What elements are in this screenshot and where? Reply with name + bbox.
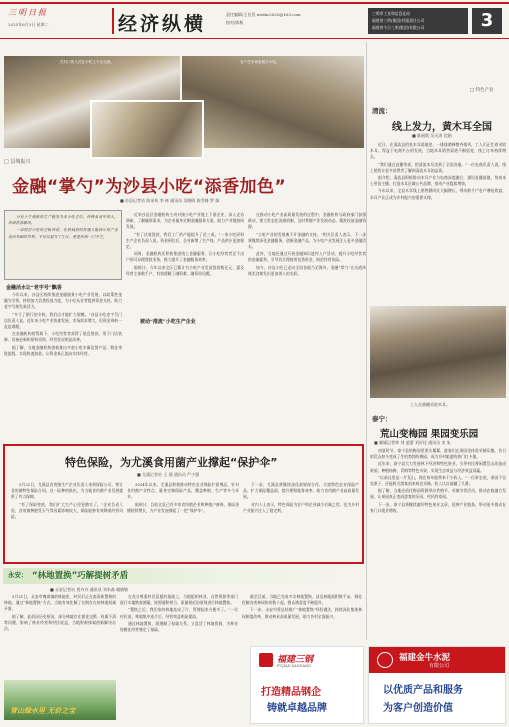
- financial-body-col1: 今年以来，沙县区持续推进金融服务小吃产业发展，以政策性金融为引领，持续加大信贷投放力度，为小吃从业者提供资金支持，助力老字号焕发新活力。 “多亏了银行的支持，我们店才能扩大规模。”沙县小吃老字号门店负责人说，近年来小吃产业快速发展，市场需求增大，但资金周转一直是难题。 在金融机构的帮助下，小吃经营者获得了低息贷款，用于门店装修、设备更新和原料采购，经营状况明显改善。 据了解，当地金融机构创新推出多款小吃专属信贷产品，简化审批流程，实现快速放款，让资金真正流向实体经营。: [4, 292, 122, 356]
- masthead-top-rule: [0, 2, 509, 4]
- jinniu-slogan1: 以优质产品和服务: [383, 685, 463, 696]
- byline-taining: ■ 融媒记者林 刘 凌蕾 刘沂佳 通讯员 宋 朱: [374, 440, 451, 445]
- ad-jinniu-panel: [368, 646, 506, 724]
- edition-info-line2: 福建省三明(集团)有限责任公司: [372, 18, 425, 23]
- jinniu-brand: 福建金牛水泥: [399, 653, 451, 663]
- financial-body-col3: 在推动小吃产业高质量发展的过程中，金融机构与政府部门加强联动，建立常态化沟通机制，及时掌握产业发展动态，精准投放金融资源。 “小吃产业的发展离不开金融的支持。”相关负责人表示，下一步将继续深化金融服务，创新金融产品，为小吃产业发展注入更多金融活水。 此外，当地还通过开展金融知识进村入户活动，提升小吃经营者的金融素养，引导其合理使用信贷资金，防范经营风险。 如今，沙县小吃已走向全国各地乃至海外，金融“掌勺”让这道传统美食焕发出更加诱人的光彩。: [248, 212, 366, 276]
- quote-box: [4, 210, 122, 280]
- masthead-bottom-rule: [0, 38, 509, 39]
- sangang-slogan2: 铸就卓越品牌: [267, 703, 327, 714]
- edition-info-line1: 三明市工业和信息化局: [372, 11, 410, 16]
- subheading-promotion: 被动“推流”小吃生产企业: [140, 319, 196, 325]
- jinniu-logo-icon: [377, 652, 393, 668]
- qingliu-body: 近日，在清流县的黑木耳基地里，一排排菌棒整齐排列，工人们正忙着采收木耳。得益于电商平台的发展，当地木耳销售渠道不断拓宽，线上订单持续增长。 “我们通过直播带货，把清流木耳卖到了全国各地。”一位电商负责人说，线上销售让更多消费者了解到清流木耳的品质。 据介绍，清流县积极推动木耳产业与电商深度融合，建设直播基地，培育本土带货主播，打造木耳区域公共品牌，推动产业提质增效。 今年以来，全县木耳线上销售额同比大幅增长，带动数千户农户增收致富，木耳产业正成为乡村振兴的重要支撑。: [370, 142, 506, 200]
- byline-qingliu: ■ 陈丽霞 吴无涛 沈娟: [412, 133, 452, 138]
- jinniu-brand-sub: 有限公司: [429, 663, 450, 669]
- yongan-body-col2: 在充分尊重村民意愿的基础上，当地组织林业、自然资源等部门进行实地勘查测量，按照面积相当、质量相近的原则进行林地置换。 “置换之后，我们家的林地连成了片，管理起来方便多了。”一位村民说，林地集中连片后，经营效益明显提高。 通过林地置换，既理顺了权属关系，又盘活了林地资源，为林业规模化经营奠定了基础。: [120, 594, 238, 633]
- page-number-box: [472, 8, 502, 34]
- masthead: [0, 0, 509, 42]
- region-yongan: 永安：: [8, 571, 28, 579]
- section-label-rural: □ 县城振兴: [4, 159, 31, 165]
- paper-name: 三明日报: [8, 8, 48, 17]
- jinniu-slogan2: 为客户创造价值: [383, 703, 453, 714]
- right-col-divider: [366, 42, 367, 640]
- editor-line1: 责任编辑/王长忧 wzdnr2025@163.com: [226, 12, 301, 17]
- photo-caption-mushroom: 工人在菌棚采收木耳。: [410, 402, 450, 407]
- region-taining: 泰宁：: [372, 415, 392, 423]
- section-title: 经济纵横: [118, 13, 207, 35]
- photo-inset: [90, 100, 204, 159]
- yongan-body-col3: 截至目前，当地已完成多宗林地置换，涉及林地面积数千亩，调处化解各类林权纠纷数十起，群众满意度不断提升。 下一步，永安市将总结推广“林地置换”经验做法，持续深化集体林权制度改革，推动林业高质量发展，助力乡村全面振兴。: [242, 594, 362, 619]
- yongan-body-col1: 5月21日，永安市槐南镇的林地里，村民们正在查看新置换的林地。通过“林地置换”方式，当地有效化解了长期存在的林地权属矛盾。 据了解，此前因历史原因，部分林地存在插花交错、权属不清等问题，影响了林业经营和村民收益，当地积极探索创新解决办法。: [4, 594, 116, 632]
- financial-body-col2: 近来沙县区金融机构主动对接小吃产业链上下游企业，深入走访调研，了解融资需求，为企业量身定制金融服务方案，助力产业链协同发展。 “有了这笔贷款，我们工厂的产能提升了近三成。”一家小吃原料生产企业负责人说，资金到位后，企业新增了生产线，产品供应更加稳定。 同时，金融机构还积极推进线上金融服务，让小吃经营者足不出户即可办理贷款业务，极大提升了金融服务效率。 据统计，今年以来全区已累计为小吃产业发放贷款数亿元，惠及经营主体数千户，有效缓解了融资难、融资贵问题。: [126, 212, 244, 276]
- region-qingliu: 清流：: [372, 107, 392, 115]
- feature-body-col1: 5月21日，尤溪县食用菌生产企业负责人来到保险公司，签订食用菌特色保险合同。这一险种的推出，为当地食用菌产业发展提供了有力保障。 “有了保险兜底，我们扩大生产心里更踏实了。”企业负责人说，食用菌种植受天气等因素影响较大，保险能够有效降低经营风险。: [11, 482, 123, 520]
- photo-caption-left: 在村口的人员在小吃上不会交流。: [60, 60, 114, 64]
- feature-body-col2: 2024年以来，尤溪县积极推动特色农业保险扩面增品，针对食用菌产业特点，量身定制保险产品，覆盖种植、生产等多个环节。 据统计，目前全县已有多家食用菌企业和种植户参保，保险金额持续增长，为产业发展撑起了一把“保护伞”。: [127, 482, 239, 513]
- feature-box: [3, 444, 364, 564]
- yongan-ad-slogan: 青山绿水里 无价之宝: [10, 706, 76, 715]
- sangang-brand: 福建三钢: [277, 655, 314, 665]
- edition-info-line3: 福建省今日三明(集团)有限公司: [372, 25, 425, 30]
- date-line: 2025年6月3日 星期二: [8, 22, 49, 27]
- headline-qingliu: 线上发力，黄木耳全国: [392, 122, 492, 133]
- sangang-brand-en: FUJIAN SANGANG: [277, 664, 311, 668]
- editor-line2: 校对/陈秋: [226, 20, 244, 25]
- byline-yongan: ■ 永安记者站 贾卉卉 通讯员 刘木森 谢晓敏: [50, 587, 129, 592]
- feature-byline: ■ 尤溪记者站 王 强 通讯员 严少强: [137, 472, 200, 477]
- feature-body-col3: 下一步，尤溪县将继续深化政银保合作，丰富特色农业保险产品，扩大保险覆盖面，提升理赔服务效率，助力食用菌产业高质量发展。 业内人士表示，特色保险为农户和企业减少后顾之忧，也为乡村产业振兴注入了稳定剂。: [243, 482, 359, 513]
- edition-info-box: [368, 8, 468, 34]
- headline-taining: 荒山变梅园 果园变乐园: [380, 429, 479, 440]
- headline-financial: 金融“掌勺”为沙县小吃“添香加色”: [12, 177, 287, 197]
- byline-financial: ■ 沙县记者站 陈承传 李 林 通讯员 吴晓明 陈雪峰 罗 娟: [120, 198, 220, 203]
- photo-mushroom: [370, 306, 506, 398]
- quote-box-text: 分业十年商旅的生产链条为本小吃老店，传统美食中的人，申请贷款解决。 一家经营小吃的老板讲述，在县城里的普通人能因小吃产业走向外面的世界，不仅仅是为了生计，更是传承一门手艺。: [8, 214, 118, 239]
- ad-sangang-panel: [250, 646, 364, 724]
- sangang-logo-icon: [259, 653, 273, 667]
- taining-body: 初夏时节，泰宁县的梅园里果实累累，游客们在果园里体验采摘乐趣。昔日的荒山如今变成了生机勃勃的梅园，成为乡村旅游的热门打卡地。 近年来，泰宁县大力发展林下经济和特色果业，引导村民将闲置荒山改造成果园，种植杨梅、青梅等特色水果，实现生态效益与经济效益双赢。 “以前这里是一片荒山，现在每年能带来不少收入。”一位果农说，果园不仅卖果子，还能吸引游客前来观光采摘，收入比以前翻了几番。 据了解，当地还依托梅园资源举办赏梅节、采摘节等活动，推动农旅融合发展，让果园真正变成游客的乐园、村民的家园。 下一步，泰宁县将继续做好特色果业文章，延伸产业链条，带动更多群众在家门口就业增收。: [370, 448, 506, 513]
- sangang-slogan1: 打造精品钢企: [261, 687, 321, 698]
- feature-headline: 特色保险，为尤溪食用菌产业撑起“保护伞”: [65, 456, 278, 469]
- headline-yongan: “林地置换”巧解提树矛盾: [32, 571, 129, 581]
- section-label-special: □ 特色产业: [470, 88, 494, 93]
- photo-caption-right: 农户在市场里展示小吃。: [240, 60, 280, 64]
- quote-subhead: 金融活水让“老字号”飘香: [6, 285, 62, 291]
- section-title-bar: [112, 8, 114, 34]
- page-number: 3: [480, 10, 494, 31]
- photo-right: [182, 56, 364, 148]
